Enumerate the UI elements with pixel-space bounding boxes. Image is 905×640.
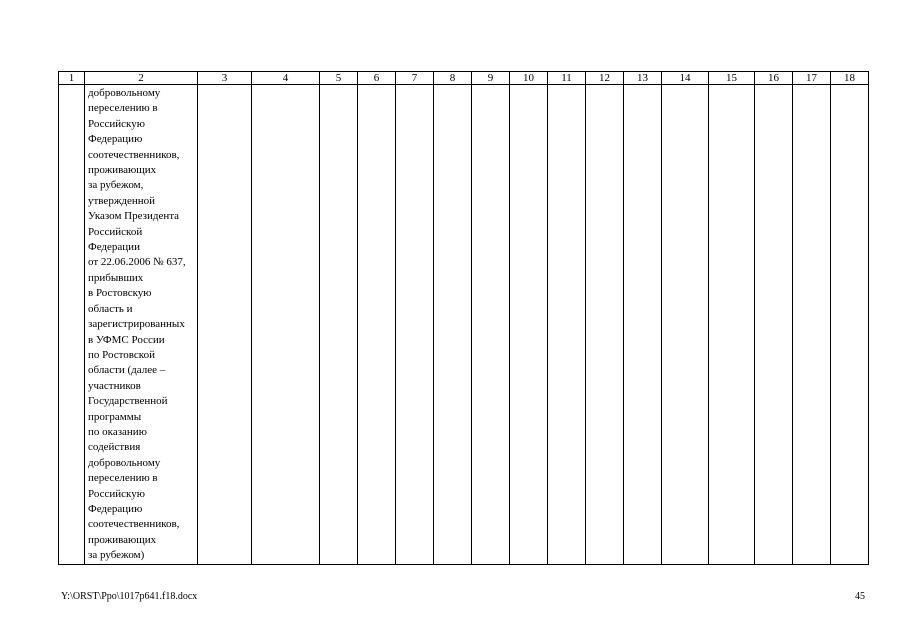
column-header-18: 18 [831,72,869,85]
cell-text-line: переселению в [88,472,158,485]
page-number: 45 [855,591,865,602]
cell-text-line: добровольному [88,456,161,469]
cell-text-line: Российскую [88,117,145,130]
column-header-8: 8 [434,72,472,85]
cell-text-line: соотечественников, [88,518,180,531]
cell-text-line: соотечественников, [88,148,180,161]
cell-text-line: за рубежом, [88,179,144,192]
table-cell-col-7 [396,85,434,565]
cell-text-line: по оказанию [88,425,147,438]
table-row [59,85,869,565]
column-header-7: 7 [396,72,434,85]
footer-file-path: Y:\ORST\Ppo\1017p641.f18.docx [61,591,198,602]
table-cell-col-4 [252,85,320,565]
header-row [59,72,869,85]
cell-text-line: проживающих [88,533,157,546]
cell-text-line: переселению в [88,102,158,115]
cell-text-line: за рубежом) [88,549,145,562]
table-cell-col-5 [320,85,358,565]
table-cell-col-14 [662,85,709,565]
table-cell-col-1 [59,85,85,565]
cell-text-line: область и [88,302,133,315]
cell-text-line: участников [88,379,141,392]
column-header-15: 15 [709,72,755,85]
column-header-5: 5 [320,72,358,85]
column-header-14: 14 [662,72,709,85]
column-header-4: 4 [252,72,320,85]
table-cell-col-16 [755,85,793,565]
table-cell-col-12 [586,85,624,565]
column-header-3: 3 [198,72,252,85]
column-header-16: 16 [755,72,793,85]
column-header-6: 6 [358,72,396,85]
table-cell-col-13 [624,85,662,565]
cell-text-line: зарегистрированных [88,318,185,331]
table-cell-col-10 [510,85,548,565]
table-cell-col-9 [472,85,510,565]
cell-text-line: добровольному [88,87,161,99]
column-header-13: 13 [624,72,662,85]
column-header-11: 11 [548,72,586,85]
table-cell-col-3 [198,85,252,565]
cell-text-line: в Ростовскую [88,287,152,300]
cell-text-line: Указом Президента [88,210,180,223]
cell-text-line: Государственной [88,395,168,408]
cell-text-line: программы [88,410,142,423]
column-header-2: 2 [85,72,198,85]
table-cell-col-2 [85,85,198,565]
cell-text-line: прибывших [88,271,144,284]
column-header-17: 17 [793,72,831,85]
data-table [58,71,869,565]
table-cell-col-15 [709,85,755,565]
cell-text-line: содействия [88,441,141,454]
cell-text-line: области (далее – [88,364,166,377]
column-header-9: 9 [472,72,510,85]
cell-text-line: Российской [88,225,143,238]
cell-text-line: Федерацию [88,502,143,515]
column-header-1: 1 [59,72,85,85]
cell-text-line: проживающих [88,164,157,177]
cell-text-line: утвержденной [88,194,156,207]
column-header-10: 10 [510,72,548,85]
table-cell-col-8 [434,85,472,565]
cell-text-line: Российскую [88,487,145,500]
table-cell-col-11 [548,85,586,565]
cell-text-line: от 22.06.2006 № 637, [88,256,186,269]
table-cell-col-17 [793,85,831,565]
cell-text-line: по Ростовской [88,348,155,361]
cell-text-line: Федерацию [88,133,143,146]
cell-text-line: Федерации [88,241,140,254]
cell-text-line: в УФМС России [88,333,165,346]
column-header-12: 12 [586,72,624,85]
table-cell-col-6 [358,85,396,565]
table-cell-col-18 [831,85,869,565]
